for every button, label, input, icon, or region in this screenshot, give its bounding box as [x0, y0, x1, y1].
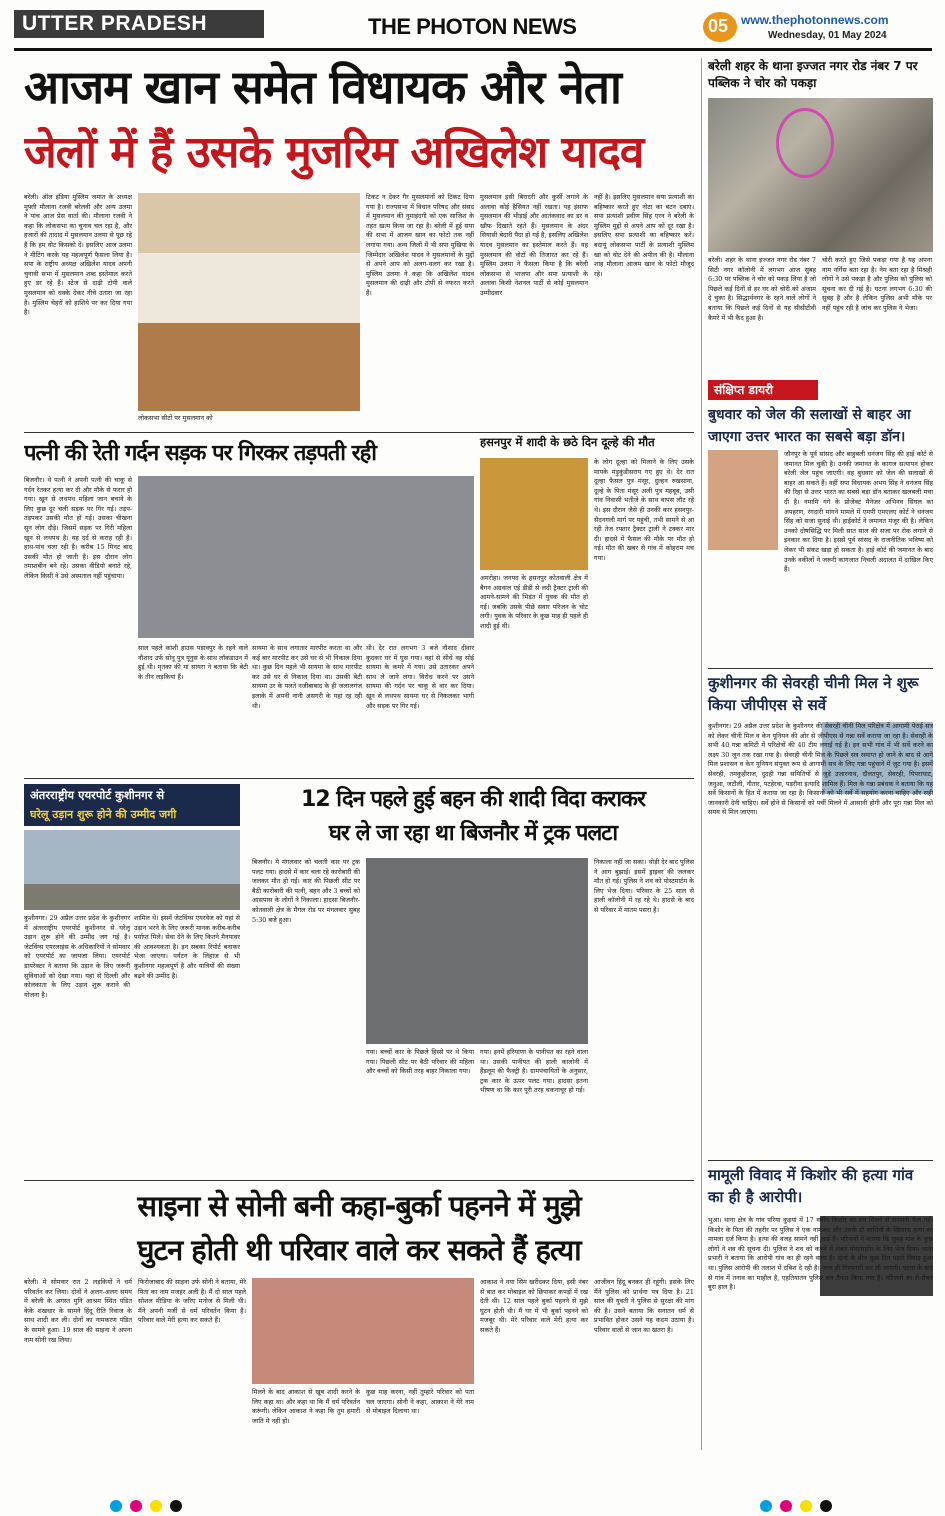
airport-rule — [24, 778, 694, 779]
story4-photo-crash — [366, 858, 588, 1044]
lead-headline-1: आजम खान समेत विधायक और नेता — [24, 60, 621, 114]
lead-photo-press-conference — [138, 193, 360, 411]
registration-mark-magenta — [780, 1500, 792, 1512]
lead-headline-2: जेलों में हैं उसके मुजरिम अखिलेश यादव — [24, 127, 644, 178]
airport-col-1: कुशीनगर। 29 अप्रैल उत्तर प्रदेश के कुशीनगर में अंतरराष्ट्रीय एयरपोर्ट कुशीनगर से घरेलू उड़ान शुरू होने की उम्मीद जग गई है। जेटविंग्स एयरलाइंस के अधिकारियों ने सोमवार को एयरपोर्ट का जायजा लिया। एयरपोर्ट डायरेक्टर ने बताया कि उड़ान के लिए जरूरी सुविधाओं को देखा गया। यहां से दिल्ली और कोलकाता के लिए उड़ान शुरू कराने की योजना है। — [24, 914, 130, 999]
airport-headline-2: घरेलू उड़ान शुरू होने की उम्मीद जगी — [30, 808, 177, 821]
story5-col-1: बरेली। मे सोमवार रात 2 लड़कियों ने धर्म परिवर्तन कर लिया। दोनों ने अलग-अलग समय में बरेली के अगस्त मुनि आश्रम स्थित पंडित केके शंखधार के सामने हिंदू रीति रिवाज के साथ शादी कर ली। दोनों का नामकरण पंडित के सामने हुआ। 19 साल की साइना ने अपना नाम सोनी रख लिया। — [24, 1278, 132, 1344]
story3-col-1: अमरोहा। जनपद के हसनपुर कोतवाली क्षेत्र में बैगन अग्रवाल एई डीडी से लदी ट्रैक्टर ट्राली की आमने-सामने की भिड़ंत में युवक की मौत हो गई। जबकि उसके पीछे सवार परिजन के चोट लगी। युवक के परिवार के कुछ माह ही पहले ही शादी हुई थी। — [480, 574, 588, 630]
masthead-rule — [14, 48, 932, 51]
story2-col-1: बिजनौर। थे पत्नी ने अपनी पत्नी की चाकू से गर्दन रेतकर हत्या कर दी और मौके से फरार हो गया। खून से लथपथ महिला जान बचाने के लिए कुछ दूर चली सड़क पर गिर गई। तड़प-तड़पकर उसकी मौत हो गई। उसका चीखना सुन लोग दौड़े। जिसमें सड़क पर गिरी महिला खून से लथपथ है। वह दर्द से कराह रही है। हाथ-पांव चला रही है। करीब 15 मिनट बाद उसकी मौत हो जाती है। इस दौरान लोग तमाशबीन बने रहे। उसका वीडियो बनाते रहे, लेकिन किसी ने उसे अस्पताल नहीं पहुंचाया। — [24, 476, 132, 580]
registration-mark-yellow — [150, 1500, 162, 1512]
story5-photo-couple — [252, 1278, 474, 1384]
page-number: 05 — [708, 16, 729, 36]
registration-mark-black — [820, 1500, 832, 1512]
section-label-text: UTTER PRADESH — [22, 12, 208, 35]
kushinagar-headline: कुशीनगर की सेवरही चीनी मिल ने शुरू किया जीपीएस से सर्वे — [708, 674, 919, 714]
rail-divider — [701, 58, 702, 1450]
paper-name: THE PHOTON NEWS — [368, 14, 577, 39]
registration-mark-cyan — [110, 1500, 122, 1512]
story3-col-2: के लोग दूल्हा को मिलाने के लिए उसके मायके मंड़ुकुंडीसराय गए हुए थे। देर रात दूल्हा फैसल पुत्र मंसूर, दुल्हन रुखसाना, दूल्हे के पिता मंसूर अली पुत्र महबूब, उसी गांव निवासी भतीजे के साथ वापस लौट रहे थे। इस दौरान जैसे ही उनकी कार हसनपुर-सैदनगली मार्ग पर पहुंची, तभी सामने से आ रही तेज रफ्तार ट्रैक्टर ट्राली ने टक्कर मार दी। हादसे में फैसल की मौके पर मौत हो गई। मौत की खबर से गांव में कोहराम मच गया। — [594, 458, 694, 562]
story4-col-4: निकाला नहीं जा सका। थोड़ी देर बाद पुलिस ने आग बुझाई। इसमें ड्राइवर की जलकर मौत हो गई। पुलिस ने शव को पोस्टमार्टम के लिए भेज दिया। परिवार के 25 साल से हाली कॉलोनी में रह रहे थे। हादसे के बाद से परिवार में मातम पसरा है। — [594, 858, 694, 914]
rail-rule-1 — [708, 668, 933, 669]
story5-col-5: आकाश ने नया सिम खरीदकर दिया, इसी नंबर से बात कर मोबाइल को छिपाकर कपड़ों में रख देती थी। 12 साल पहले बुर्का पहनने से मुझे घुटन होती थी। मैं घर में भी बुर्का पहनने को मजबूर थी। मेरे परिवार वाले मेरी हत्या कर सकते हैं। — [480, 1278, 588, 1334]
story5-rule — [24, 1180, 694, 1181]
story5-col-2: फिरोजाबाद की साइना उर्फ सोनी ने बताया, मेरे पिता का नाम मजहर अली है। मैं दो साल पहले सोशल मीडिया के जरिए मनोज से मिली थी। मैंने अपनी मर्जी से धर्म परिवर्तन किया है। परिवार वाले मेरी हत्या कर सकते हैं। — [138, 1278, 246, 1325]
lead-photo-caption: लोकसभा सीटों पर मुसलमान को — [138, 414, 213, 422]
story5-headline-2: घुटन होती थी परिवार वाले कर सकते हैं हत्या — [137, 1233, 581, 1267]
registration-mark-magenta — [130, 1500, 142, 1512]
lead-col-1: बरेली। ऑल इंडिया मुस्लिम जमात के अध्यक्ष मुफ्ती मौलाना रजवी बरेलवी और अन्य उलमा ने पांच आज प्रेस वार्ता की। मौलाना रजवी ने कहा कि लोकसभा का चुनाव चल रहा है, और हजारों की तादाद में मुसलमान उलमा से पूछ रहे हैं कि हम वोट किसको दें। इसलिए आज उलमा ने मीटिंग करके यह महत्वपूर्ण फैसला लिया है। सपा के राष्ट्रीय अध्यक्ष अखिलेश यादव अपनी चुनावी सभा में मुसलमान शब्द इस्तेमाल करते हुए डर रहे हैं। स्टेज से दाढ़ी टोपी वाले मुसलमान को धक्के देकर नीचे उतारा जा रहा है। मुस्लिम चेहरों को हाशिये पर कर दिया गया है। — [24, 193, 132, 317]
brief-headline: बुधवार को जेल की सलाखों से बाहर आ जाएगा उत्तर भारत का सबसे बड़ा डॉन। — [708, 407, 911, 445]
issue-date: Wednesday, 01 May 2024 — [768, 30, 887, 41]
brief-body: जौनपुर के पूर्व सांसद और बाहुबली धनंजय सिंह की हाई कोर्ट से जमानत मिल चुकी है। उनकी जमानत के कागज सत्यापन होकर बरेली जेल पहुंच जाएगी। वह बुधवार को जेल की सलाखों से बाहर आ सकते हैं। वहीं सपा विधायक अभय सिंह ने धनंजय सिंह की रिहा से उत्तर भारत का सबसे बड़ा डॉन बताकर खलबली मचा दी है। नमामि गंगे के प्रोजेक्ट मैनेजर अभिनव सिंघल का अपहरण, रंगदारी मांगने मामले में एमपी एमएलए कोर्ट ने धनंजय सिंह को सजा सुनाई थी। हाईकोर्ट ने जमानत मंजूर की है। लेकिन उनको दोषसिद्धि पर मिली सात साल की सजा पर रोक लगाने से इनकार कर दिया है। इससे पूर्व सांसद के राजनीतिक भविष्य को लेकर भी संकट खड़ा हो सकता है। हाई कोर्ट की जमानत के बाद उनके वकीलों ने जरूरी कागजात निचली अदालत में दाखिल किए हैं। — [784, 450, 933, 574]
story5-headline-1: साइना से सोनी बनी कहा-बुर्का पहनने में मुझे — [137, 1189, 581, 1223]
registration-mark-cyan — [760, 1500, 772, 1512]
registration-mark-black — [170, 1500, 182, 1512]
story2-rule — [24, 432, 694, 433]
rail-top-headline: बरेली शहर के थाना इज्जत नगर रोड नंबर 7 पर पब्लिक ने चोर को पकड़ा — [708, 59, 918, 90]
story5-col-6: आजीवन हिंदू बनकर ही रहूंगी। इसके लिए मैंने पुलिस को प्रार्थना पत्र दिया है। 21 साल की युवती ने पुलिस से सुरक्षा की मांग की है। उसने बताया कि सनातन धर्म से प्रभावित होकर उसने यह कदम उठाया है। परिवार वालों से जान का खतरा है। — [594, 1278, 694, 1334]
story4-headline-1: 12 दिन पहले हुई बहन की शादी विदा कराकर — [301, 787, 645, 812]
story4-col-1: बिजनौर। मे मंगलवार को चलती कार पर ट्रक पलट गया। हादसे में कार चला रहे कारोबारी की जलकर मौत हो गई। कार की पिछली सीट पर बैठी कारोबारी की पत्नी, बहन और 3 बच्चों को आसपास के लोगों ने निकाला। हादसा बिजनौर-कोतवाली क्षेत्र के मैगल रोड पर मंगलवार सुबह 5:30 बजे हुआ। — [252, 858, 360, 924]
rail-top-col-2: चोरी करते हुए जिसे पकड़ा गया है यह अपना नाम नर्गिस बता रहा है। नेम बता रहा है मिश्रही लोगों ने उसे पकड़ा है और पुलिस को पुलिस को सूचना कर दी गई है। घटना लगभग 6:30 की सुबह है और है लेकिन पुलिस अभी मौके पर नहीं पहुंच रही है जांच कर पुलिस ने भेजा। — [822, 256, 932, 312]
rail-bottom-headline: मामूली विवाद में किशोर की हत्या गांव का ही है आरोपी। — [708, 1166, 914, 1206]
story2-col-4: थी। देर रात लगभग 3 बजे नौशाद दीवार कूदकर घर में घुस गया। वहां से सीधे वह सोई सायमा के कमरे में गया। उसे उतारकर अपने साथ ले जाने लगा। विरोध करने पर उसने सायमा की गर्दन पर चाकू से वार कर दिया। खून से लथपथ सायमा घर से निकलकर भागी और सड़क पर गिर गई। — [366, 644, 474, 710]
lead-col-4: नहीं है। इसलिए मुसलमान सपा प्रत्याशी का बहिष्कार करते हुए नोटा का बटन दबाएं। सपा प्रत्याशी प्रवीण सिंह एरन ने बरेली के मुस्लिम मुद्दों से अपने आप को दूर रखा है। इसलिए सपा प्रत्याशी का बहिष्कार करें। बदायूं लोकसभा पार्टी के प्रत्याशी मुस्लिम खां को वोट देने की अपील की है। मौलाना शाह मौलाना आजम खान के फोटो मौजूद रहे। — [594, 193, 694, 278]
rail-top-col-1: बरेली। शहर के थाना इज्जत नगर रोड नंबर 7 सिटी नगर कॉलोनी में लगभग आज सुबह 6:30 पर पब्लिक ने चोर को पकड़ लिया है जो पिछले कई दिनों से हर घर को चोरी को अंजाम दे चुका है। सिद्धार्थनगर के रहने वाले लोगों ने बताया कि पिछले कई दिनों से यह सीसीटीवी कैमरे में भी कैद हुआ है। — [708, 256, 816, 322]
story5-col-4: कुछ माह करना, नहीं तुम्हारे परिवार को पता चल जाएगा। सोनी ने कहा, आकाश ने मेरे नाम से मोबाइल दिलाया था। — [366, 1388, 474, 1416]
story2-caption: साल पहले कांशी हाउस पड़ावपुर के रहने वाले नौशाद उर्फ सोनू पुत्र यूनुस के साथ लॉकडाउन में हुई थी। मृतका की मां सायरा ने बताया कि बेटी के तीन लड़कियां हैं। — [138, 644, 248, 681]
story4-headline-2: घर ले जा रहा था बिजनौर में ट्रक पलटा — [328, 821, 618, 846]
rail-rule-2 — [708, 1160, 933, 1161]
story2-headline: पत्नी की रेती गर्दन सड़क पर गिरकर तड़पती रही — [24, 441, 376, 466]
lead-col-2: टिकट न देकर गैर मुसलमानों को टिकट दिया गया है। राज्यसभा में विधान परिषद और संसद में मुसलमान की नुमाइंदगी को एक साजिश के तहत खत्म किया जा रहा है। बरेली में हुई सपा की सभा में आजम खान का फोटो तक नहीं लगाया गया। अन्य जिलों में भी सपा मुखिया के जिम्मेदार अखिलेश यादव ने मुसलमानों के मुद्दों से अपने आप को अलग-थलग कर रखा है। मुस्लिम उलमा ने कहा कि अखिलेश यादव मुसलमान की दाढ़ी और टोपी से नफरत करते हैं। — [366, 193, 474, 297]
story5-col-3: मिलने के बाद आकाश से खूब शादी करने के लिए कहा था। और कहा था कि मैं धर्म परिवर्तन करूंगी। लेकिन आकाश ने कहा कि तुम हमारी जाति मे नहीं हो। — [252, 1388, 360, 1425]
lead-col-3: मुसलमान इसी बिरादरी और कुर्सी लगाने के अलावा कोई हैसियत नहीं रखता। यह इंसाफ मुसलमान की भीड़ाई और आतंकवाद का डर व खौफ दिखाते रहते हैं। मुसलमान के अंदर सियासी बेदारी पैदा हो गई है, इसलिए अखिलेश यादव मुसलमान का इस्तेमाल करते हैं। यह मुसलमान की वोटों की तिजारत कर रहे हैं। मुस्लिम उलमा ने फैसला किया है कि बरेली लोकसभा से भाजपा और सपा प्रत्याशी के अलावा किसी नेशनल पार्टी से कोई मुसलमान उम्मीदवार — [480, 193, 588, 297]
rail-top-photo — [708, 98, 933, 252]
registration-mark-yellow — [800, 1500, 812, 1512]
story2-col-3: सायमा के साथ लगातार मारपीट करता था और कई बार मारपीट कर उसे घर से भी निकाल दिया था। कुछ दिन पहले भी सायमा के साथ मारपीट कर उसे घर से निकाल दिया था। उसकी बेटी सायमा उर के पलते नजीबाबाद के ही जलालगंज इलाके में अपनी नानी असगरी के यहां रह रही थी। — [252, 644, 362, 710]
story2-photo-crowd — [138, 476, 474, 638]
airport-col-2: शामिल थे। इसमें जेटविंग्स एयरवेज को यहां से उड़ान भरने के लिए जरूरी मानक करीब-करीब पर्याप्त मिले। सेवा देने के लिए कितने मैनपावर की आवश्यकता है। इन सबका रिपोर्ट बनाकर भेजा जाएगा। पर्यटन के लिहाज से भी कुशीनगर महत्वपूर्ण है और यात्रियों की संख्या बढ़ने की उम्मीद है। — [134, 914, 240, 980]
story3-headline: हसनपुर में शादी के छठे दिन दूल्हे की मौत — [480, 435, 655, 449]
story4-caption: गया। बच्चों कार के पिछले हिस्से पर थे किया गया। पिछली सीट पर बैठी परिवार की महिला और बच्चों को किसी तरह बाहर निकाला गया। — [366, 1048, 474, 1076]
brief-label: संक्षिप्त डायरी — [708, 380, 818, 400]
website-url[interactable]: www.thephotonnews.com — [741, 13, 889, 27]
story4-col-2: गया। इनमें हरियाणा के पानीपत का रहने वाला था। उसकी पानीपत की हाली कालोनी में हैंडलूम की फैक्ट्री है। ग्रामपंचायितों के अनुसार, ट्रक कार के ऊपर पलट गया। हादसा इतना भीषण था कि कार पूरी तरह चकनाचूर हो गई। — [480, 1048, 588, 1095]
airport-headline-1: अंतरराष्ट्रीय एयरपोर्ट कुशीनगर से — [30, 788, 165, 802]
brief-photo-portrait — [708, 450, 778, 550]
rail-bottom-body: भुआ। थाना क्षेत्र के गांव परिया कुइयां में 17 वर्षीय किशोर का शव मिलने से सनसनी फैल गई। किशोर के पिता की तहरीर पर पुलिस ने एक नामजद और उसके दो साथियों के खिलाफ हत्या का मामला दर्ज किया है। हत्या की वजह सामने नहीं आई है। परिजनों ने बताया कि सुबह गांव के कुछ लोगों ने शव की सूचना दी। पुलिस ने शव को कब्जे में लेकर पोस्टमार्टम के लिए भेज दिया। थाना प्रभारी ने बताया कि आरोपी गांव का ही रहने वाला है। दोनों के बीच कुछ दिन पहले विवाद हुआ था। पुलिस आरोपी की तलाश में दबिश दे रही है। जल्द ही गिरफ्तारी कर ली जाएगी। घटना के बाद से गांव में तनाव का माहौल है, एहतियातन पुलिस बल तैनात किया गया है। परिजनों का रो-रोकर बुरा हाल है। — [708, 1216, 933, 1292]
airport-photo — [24, 830, 240, 910]
story3-photo-groom — [480, 458, 588, 570]
kushinagar-body: कुशीनगर। 29 अप्रैल उत्तर प्रदेश के कुशीनगर की सेवरही चीनी मिल परिक्षेत्र में आगामी पेराई सत्र को लेकर चीनी मिल व केन यूनियन की ओर से जीपीएस से गन्ना सर्वे कराया जा रहा है। सेवरही के सभी 40 गन्ना कमिटी में परिक्षेत्रों की 40 टीम लगाई गई है। इन सभी गांव में भी सर्वे करने का लक्ष्य 30 जून तक रखा गया है। सेवरही चीनी मिल के पिछले सत्र समाप्त हो जाने के बाद से आगे मिल प्रशासन व केन यूनियन संयुक्त रूप से आगामी सत्र के लिए गन्ना पहुंचाने में जुट गया है। इसमें सेवरही, तमकुहीराज, दुदही गन्ना समितियों से जुड़े उजारनाथ, दौलतपुर, सेवरही, पिपराघाट, जनुआ, जटौली, नौतार, पटहेरवा, पड़रौना इत्यादि शामिल हैं। मिल के गन्ना प्रबंधक ने बताया कि यह सर्वे किसानों के हित में कराया जा रहा है। किसानों को भी सर्वे में सहयोग करना चाहिए और सही जानकारी देनी चाहिए। सर्वे होने से किसानों को पर्ची मिलने में आसानी होगी और पूरा गन्ना मिल को समय से मिल जाएगा। — [708, 722, 933, 817]
